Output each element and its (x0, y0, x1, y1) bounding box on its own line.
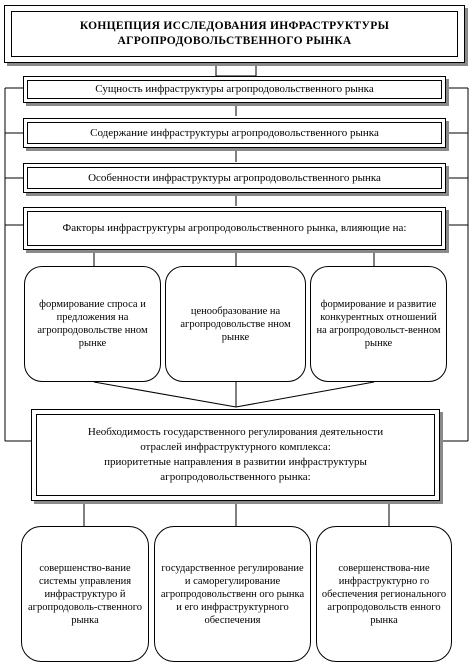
factors-frame (23, 207, 446, 250)
essence-label: Сущность инфраструктуры агропродовольственного рынка (95, 83, 374, 95)
influence-competition (310, 266, 447, 382)
direction-label: совершенствова-ние инфраструктурно го обеспечения регионального агропродовольств енного рынка (321, 562, 447, 626)
factors-label: Факторы инфраструктуры агропродовольственного рынка, влияющие на: (62, 222, 407, 234)
factors-box (27, 211, 442, 246)
essence-frame (23, 76, 446, 103)
content-label: Содержание инфраструктуры агропродовольственного рынка (90, 126, 379, 139)
title-line-1: КОНЦЕПЦИЯ ИССЛЕДОВАНИЯ ИНФРАСТРУКТУРЫ (79, 20, 390, 32)
features-box (27, 167, 442, 189)
direction-label: государственное регулирование и саморегулирование агропродовольственн ого рынка и его инфраструктурного обеспечения (160, 562, 305, 626)
content-box (27, 122, 442, 144)
features-frame (23, 163, 446, 193)
title-frame (4, 5, 465, 63)
influence-label: формирование спроса и предложения на агропродовольстве нном рынке (37, 299, 148, 349)
influence-label: ценообразование на агропродовольстве нном рынке (180, 305, 291, 343)
content-frame (23, 118, 446, 148)
regulation-box (36, 414, 435, 496)
regulation-line-1: Необходимость государственного регулирования деятельности (87, 426, 384, 438)
influence-supply-demand (24, 266, 161, 382)
title-block (11, 11, 458, 57)
features-label: Особенности инфраструктуры агропродовольственного рынка (88, 171, 381, 184)
regulation-line-3: приоритетные направления в развитии инфраструктуры (104, 456, 367, 468)
regulation-line-2: отраслей инфраструктурного комплекса: (140, 441, 331, 453)
influence-pricing (165, 266, 306, 382)
regulation-frame (31, 409, 440, 501)
direction-label: совершенство-вание системы управления инфраструктуро й агропродоволь-ственного рынка (28, 562, 142, 626)
direction-management (21, 526, 149, 662)
regulation-line-4: агропродовольственного рынка: (160, 471, 311, 483)
direction-regulation (154, 526, 311, 662)
influence-label: формирование и развитие конкурентных отношений на агропродовольст-венном рынке (316, 299, 441, 349)
title-line-2: АГРОПРОДОВОЛЬСТВЕННОГО РЫНКА (117, 35, 352, 47)
essence-box (27, 80, 442, 99)
direction-regional (316, 526, 452, 662)
